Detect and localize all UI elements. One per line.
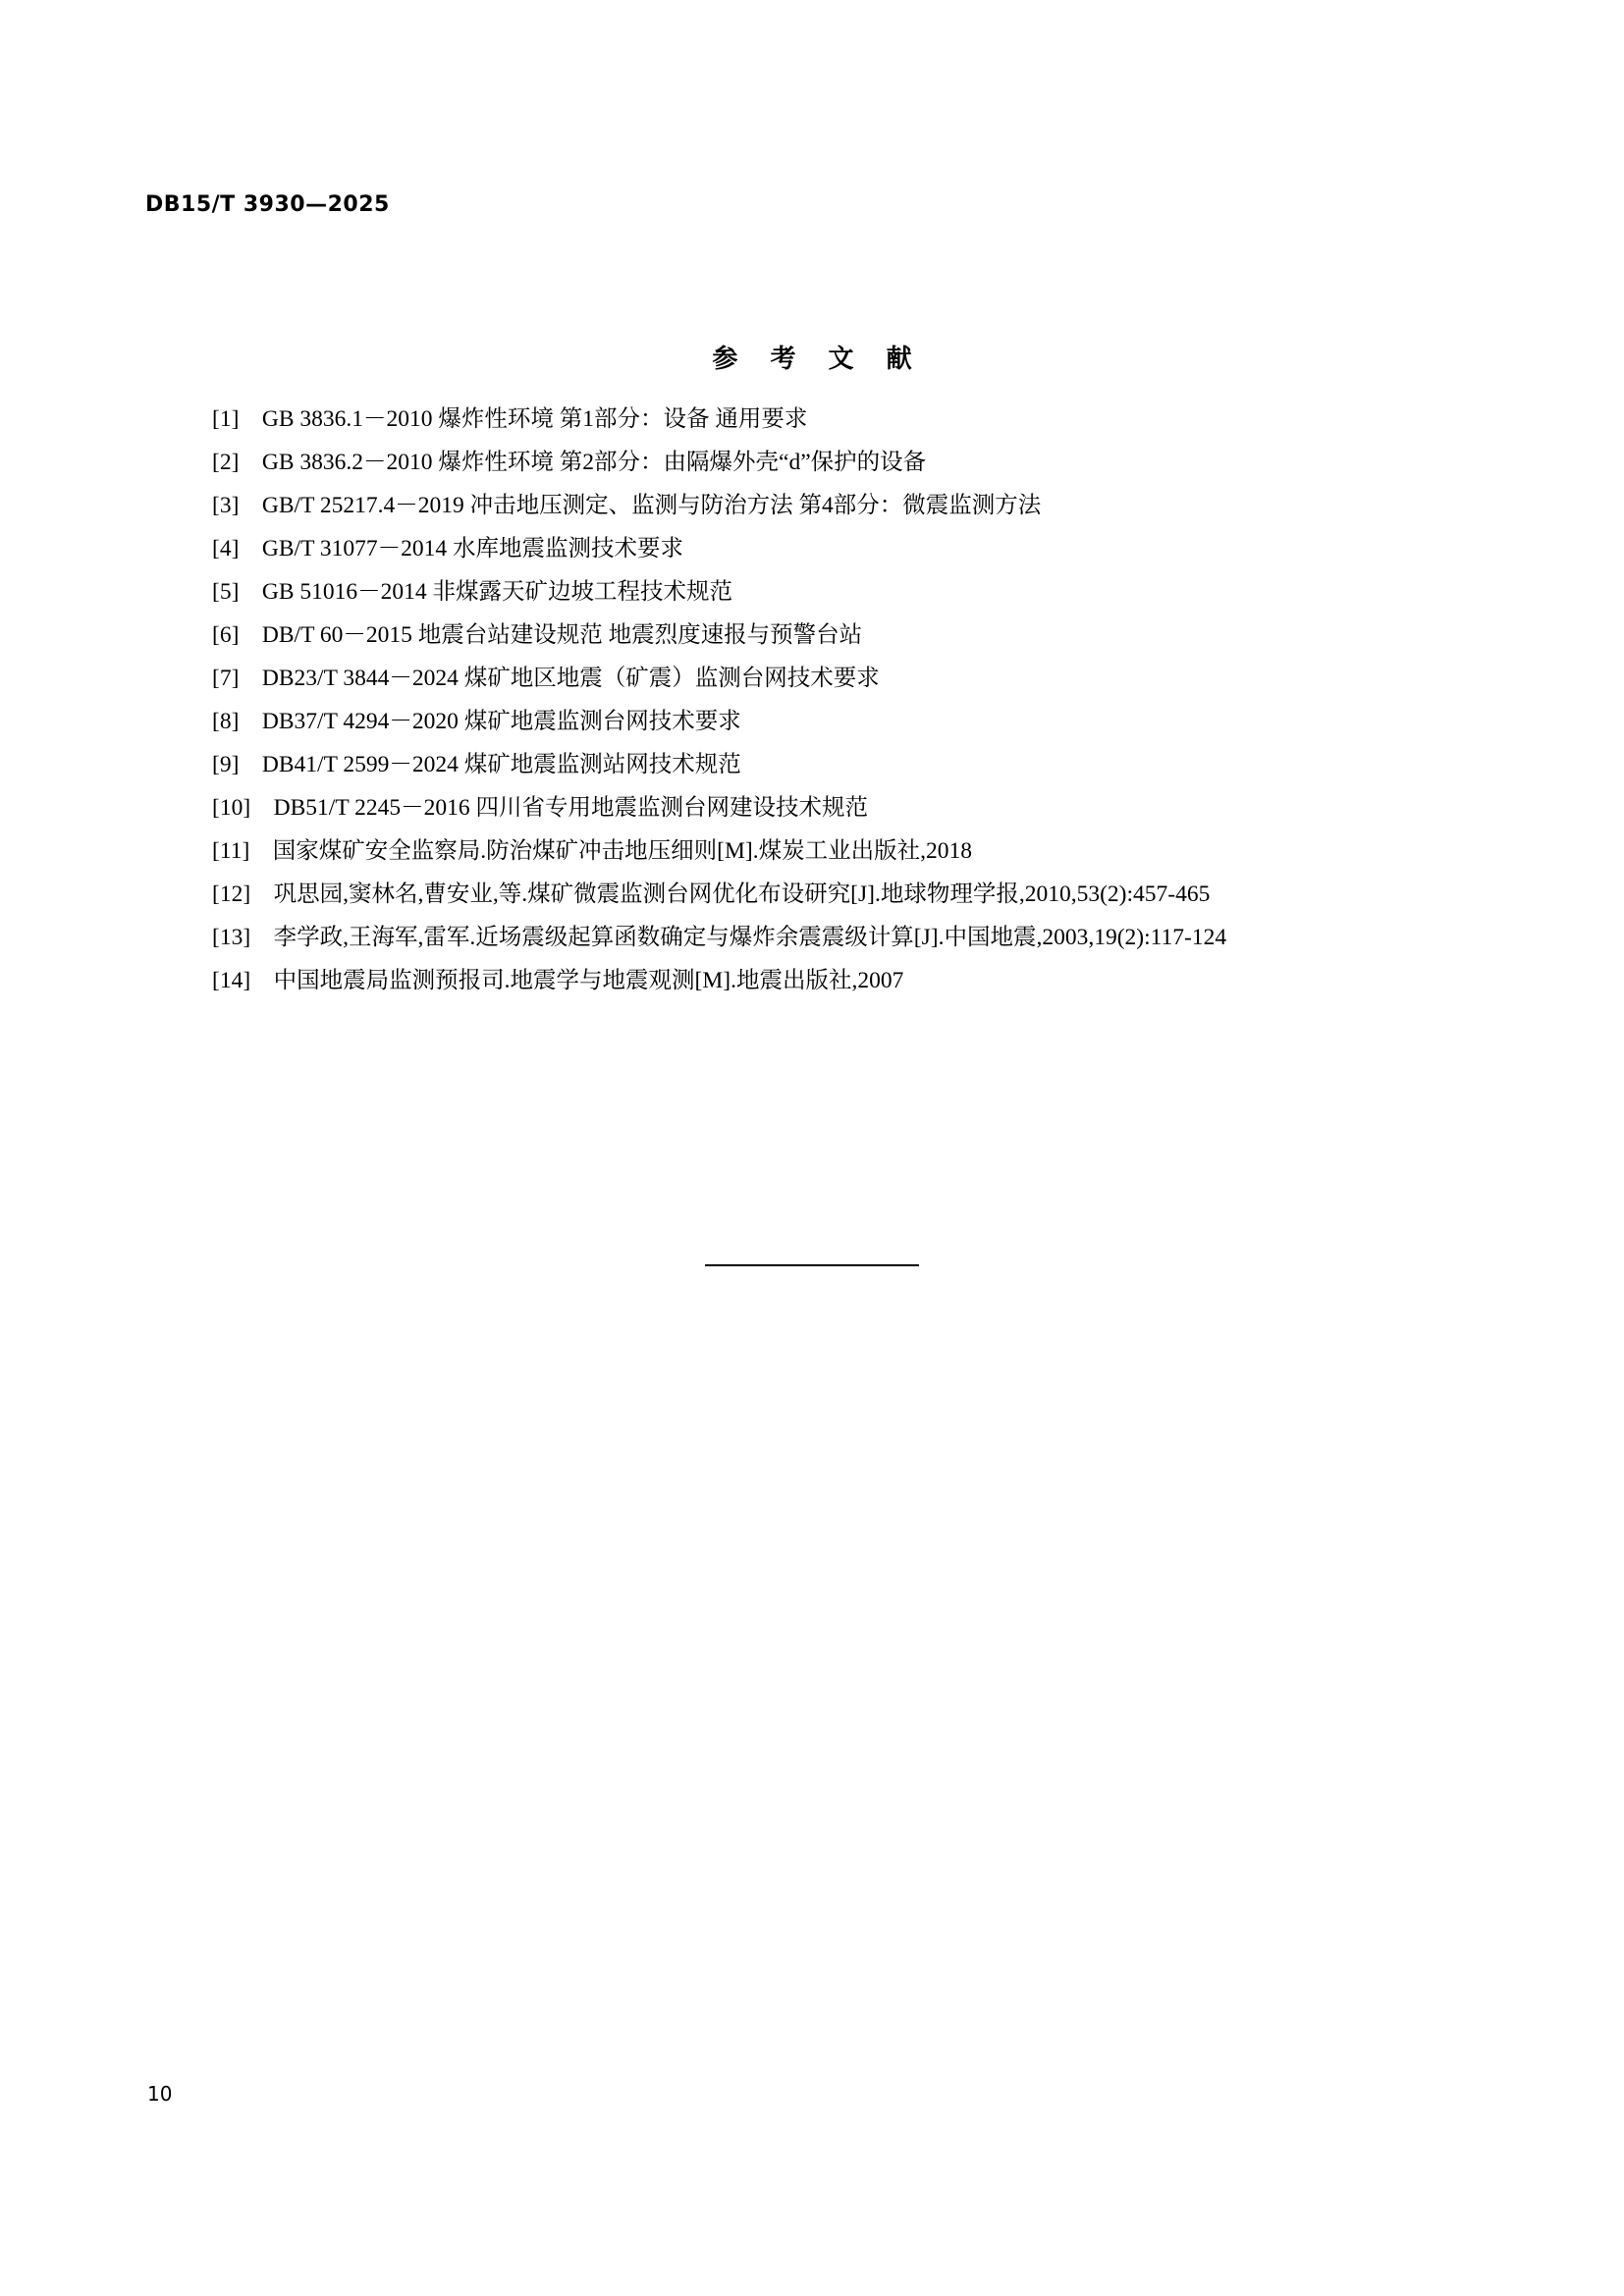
- list-item: [7] DB23/T 3844－2024 煤矿地区地震（矿震）监测台网技术要求: [212, 666, 880, 691]
- reference-list: [145, 398, 1481, 1002]
- list-item: [6] DB/T 60－2015 地震台站建设规范 地震烈度速报与预警台站: [212, 622, 863, 648]
- list-item: [2] GB 3836.2－2010 爆炸性环境 第2部分：由隔爆外壳“d”保护的设备: [212, 450, 927, 475]
- list-item: [8] DB37/T 4294－2020 煤矿地震监测台网技术要求: [212, 709, 741, 734]
- page-title: 参 考 文 献: [712, 345, 924, 374]
- list-item: [9] DB41/T 2599－2024 煤矿地震监测站网技术规范: [212, 752, 741, 777]
- list-item: [1] GB 3836.1－2010 爆炸性环境 第1部分：设备 通用要求: [212, 406, 808, 432]
- list-item: [3] GB/T 25217.4－2019 冲击地压测定、监测与防治方法 第4部分：微震监测方法: [212, 493, 1042, 518]
- list-item: [10] DB51/T 2245－2016 四川省专用地震监测台网建设技术规范: [212, 795, 869, 821]
- list-item: [13] 李学政,王海军,雷军.近场震级起算函数确定与爆炸余震震级计算[J].中国地震,2003,19(2):117-124: [212, 925, 1227, 950]
- list-item: [5] GB 51016－2014 非煤露天矿边坡工程技术规范: [212, 579, 733, 605]
- list-item: [11] 国家煤矿安全监察局.防治煤矿冲击地压细则[M].煤炭工业出版社,2018: [212, 838, 972, 864]
- list-item: [14] 中国地震局监测预报司.地震学与地震观测[M].地震出版社,2007: [212, 968, 904, 993]
- page-number: 10: [147, 2082, 173, 2106]
- section-end-rule: [705, 1264, 919, 1266]
- list-item: [12] 巩思园,窦林名,曹安业,等.煤矿微震监测台网优化布设研究[J].地球物理学报,2010,53(2):457-465: [212, 881, 1211, 907]
- list-item: [4] GB/T 31077－2014 水库地震监测技术要求: [212, 536, 684, 561]
- page-header-standard-code: DB15/T 3930—2025: [145, 192, 390, 217]
